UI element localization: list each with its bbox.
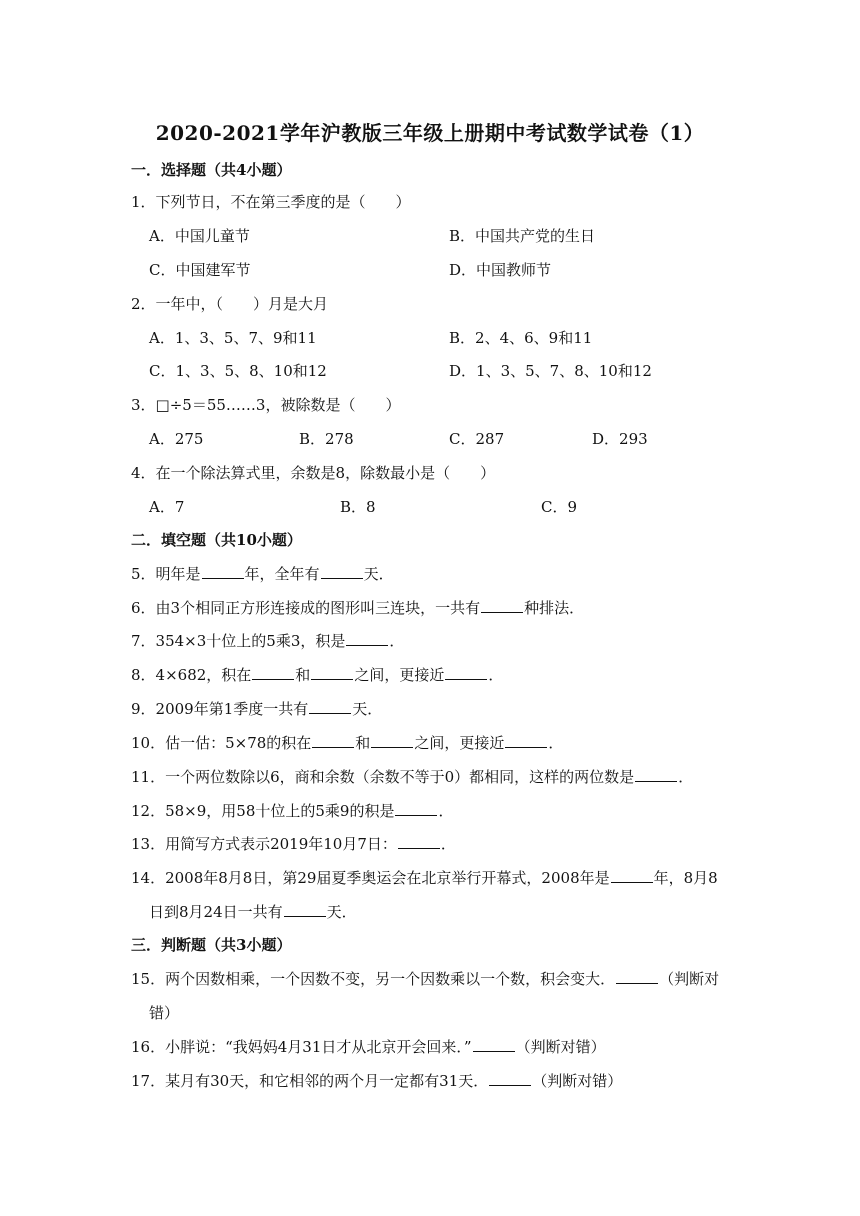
answer-blank[interactable] [371, 746, 413, 748]
question-8 [131, 664, 503, 685]
q6-text-b: 种排法． [524, 599, 585, 617]
question-16 [131, 1036, 606, 1057]
q16-text-b: （判断对错） [515, 1038, 606, 1056]
q2-option-b: B．2、4、6、9和11 [449, 329, 593, 347]
answer-blank[interactable] [321, 577, 363, 579]
q5-text-a: 5．明年是 [131, 565, 201, 583]
question-14 [131, 867, 718, 888]
q7-text-a: 7．354×3十位上的5乘3，积是 [131, 632, 346, 650]
q3-option-d: D．293 [592, 430, 648, 448]
question-15 [131, 968, 719, 989]
question-15-continued: 错） [149, 1004, 180, 1022]
q17-text-a: 17．某月有30天，和它相邻的两个月一定都有31天． [131, 1072, 489, 1090]
q4-option-c: C．9 [541, 498, 578, 516]
q10-text-c: 之间，更接近 [414, 734, 505, 752]
answer-blank[interactable] [252, 678, 294, 680]
q16-text-a: 16．小胖说：“我妈妈4月31日才从北京开会回来．” [131, 1038, 472, 1056]
question-2: 2．一年中，（ ）月是大月 [131, 295, 329, 313]
q14-text-c: 日到8月24日一共有 [149, 903, 283, 921]
answer-blank[interactable] [481, 611, 523, 613]
q9-text-b: 天． [352, 700, 383, 718]
q15-text-b: （判断对 [659, 970, 720, 988]
q4-option-a: A．7 [149, 498, 185, 516]
question-7 [131, 630, 404, 651]
answer-blank[interactable] [346, 644, 388, 646]
q17-text-b: （判断对错） [532, 1072, 623, 1090]
q3-option-b: B．278 [299, 430, 354, 448]
question-17 [131, 1070, 622, 1091]
q9-text-a: 9．2009年第1季度一共有 [131, 700, 309, 718]
question-11 [131, 766, 693, 787]
q7-text-b: ． [389, 632, 405, 650]
section-choice-heading: 一．选择题（共4小题） [131, 161, 292, 179]
answer-blank[interactable] [445, 678, 487, 680]
q11-text-a: 11．一个两位数除以6，商和余数（余数不等于0）都相同，这样的两位数是 [131, 768, 635, 786]
answer-blank[interactable] [284, 915, 326, 917]
q1-option-b: B．中国共产党的生日 [449, 227, 596, 245]
q2-option-d: D．1、3、5、7、8、10和12 [449, 362, 652, 380]
q1-option-d: D．中国教师节 [449, 261, 552, 279]
q8-text-a: 8．4×682，积在 [131, 666, 252, 684]
exam-title: 2020-2021学年沪教版三年级上册期中考试数学试卷（1） [155, 121, 705, 145]
section-judge-heading: 三．判断题（共3小题） [131, 936, 292, 954]
answer-blank[interactable] [505, 746, 547, 748]
q8-text-c: 之间，更接近 [354, 666, 445, 684]
question-9 [131, 698, 382, 719]
answer-blank[interactable] [473, 1050, 515, 1052]
q2-option-a: A．1、3、5、7、9和11 [149, 329, 317, 347]
q13-text-b: ． [440, 835, 456, 853]
q10-text-a: 10．估一估：5×78的积在 [131, 734, 312, 752]
q2-option-c: C．1、3、5、8、10和12 [149, 362, 327, 380]
answer-blank[interactable] [635, 780, 677, 782]
q8-text-d: ． [488, 666, 504, 684]
question-5 [131, 563, 394, 584]
answer-blank[interactable] [611, 881, 653, 883]
answer-blank[interactable] [616, 982, 658, 984]
question-14-continued [149, 901, 357, 922]
question-3: 3．□÷5＝55……3，被除数是（ ） [131, 396, 401, 414]
q6-text-a: 6．由3个相同正方形连接成的图形叫三连块，一共有 [131, 599, 481, 617]
q13-text-a: 13．用简写方式表示2019年10月7日： [131, 835, 397, 853]
q3-option-a: A．275 [149, 430, 204, 448]
question-6 [131, 597, 584, 618]
question-1: 1．下列节日，不在第三季度的是（ ） [131, 193, 411, 211]
q1-option-a: A．中国儿童节 [149, 227, 250, 245]
q11-text-b: ． [678, 768, 694, 786]
question-10 [131, 732, 563, 753]
question-13 [131, 833, 456, 854]
q3-option-c: C．287 [449, 430, 505, 448]
question-4: 4．在一个除法算式里，余数是8，除数最小是（ ） [131, 464, 496, 482]
answer-blank[interactable] [311, 678, 353, 680]
q5-text-c: 天． [363, 565, 394, 583]
q14-text-a: 14．2008年8月8日，第29届夏季奥运会在北京举行开幕式，2008年是 [131, 869, 610, 887]
q10-text-b: 和 [355, 734, 371, 752]
answer-blank[interactable] [309, 712, 351, 714]
answer-blank[interactable] [489, 1084, 531, 1086]
q5-text-b: 年，全年有 [244, 565, 320, 583]
q12-text-b: ． [438, 802, 454, 820]
question-12 [131, 800, 453, 821]
q15-text-a: 15．两个因数相乘，一个因数不变，另一个因数乘以一个数，积会变大． [131, 970, 616, 988]
q10-text-d: ． [548, 734, 564, 752]
answer-blank[interactable] [395, 814, 437, 816]
q8-text-b: 和 [295, 666, 311, 684]
q12-text-a: 12．58×9，用58十位上的5乘9的积是 [131, 802, 395, 820]
q14-text-b: 年，8月8 [653, 869, 718, 887]
q14-text-d: 天． [326, 903, 357, 921]
q1-option-c: C．中国建军节 [149, 261, 251, 279]
section-fill-heading: 二．填空题（共10小题） [131, 531, 302, 549]
answer-blank[interactable] [202, 577, 244, 579]
answer-blank[interactable] [312, 746, 354, 748]
q4-option-b: B．8 [340, 498, 376, 516]
answer-blank[interactable] [398, 847, 440, 849]
